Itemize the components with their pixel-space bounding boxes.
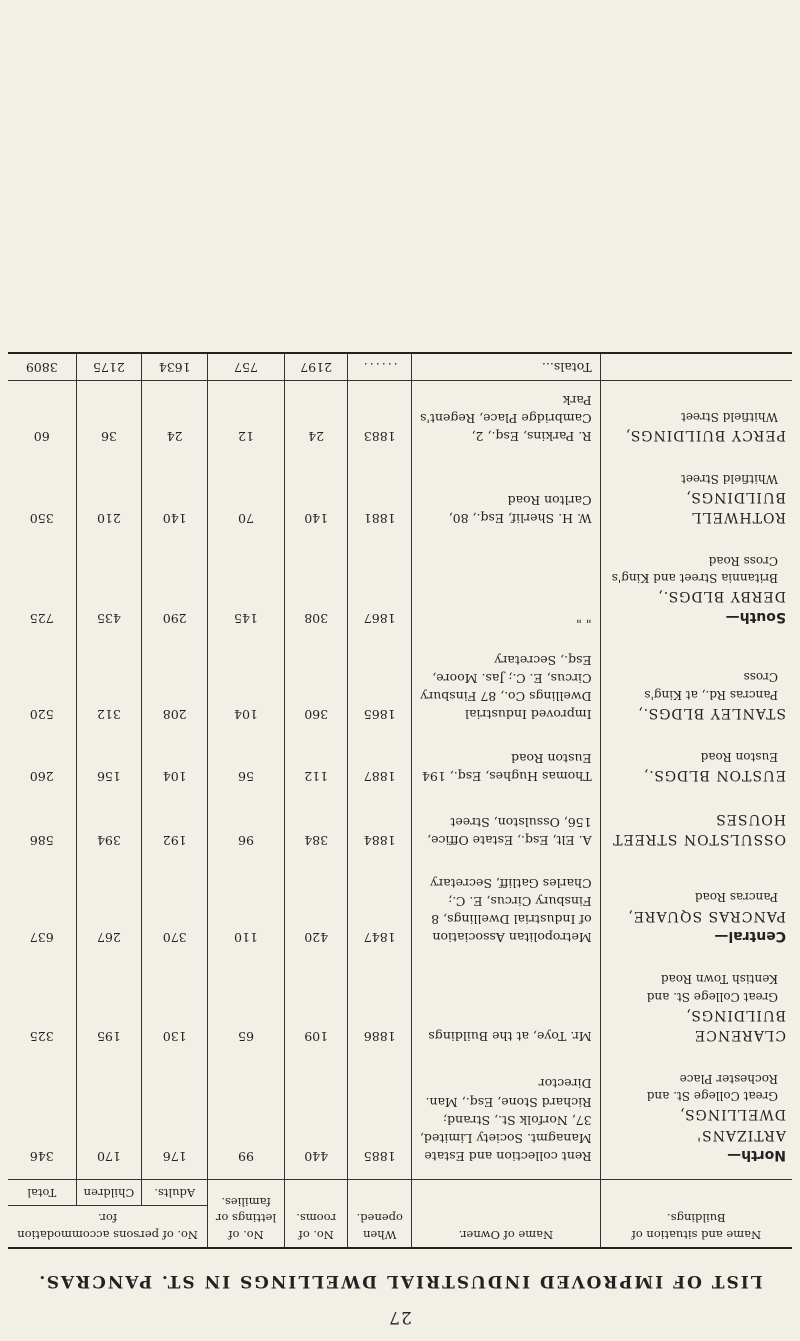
dwellings-table — [8, 352, 792, 1249]
building-cell — [600, 863, 792, 960]
building-situation: Great College St. and Kentish Town Road — [646, 972, 778, 1004]
opened-cell: 1887 — [348, 737, 412, 799]
totals-label: Totals... — [412, 353, 601, 381]
owner-cell: R. Parkins, Esq., 2, Cambridge Place, Regent's Park — [412, 380, 601, 459]
building-situation: Euston Road — [700, 749, 778, 764]
table-row — [8, 380, 792, 459]
adults-cell: 370 — [142, 863, 208, 960]
table-row — [8, 641, 792, 738]
children-cell: 394 — [76, 799, 142, 864]
children-cell: 36 — [76, 380, 142, 459]
building-cell — [600, 799, 792, 864]
rooms-cell: 308 — [284, 541, 348, 640]
table-row — [8, 459, 792, 541]
header-opened: When opened. — [348, 1179, 412, 1248]
lettings-cell: 145 — [208, 541, 285, 640]
total-cell: 637 — [29, 929, 54, 945]
opened-cell: 1847 — [348, 863, 412, 960]
building-name: STANLEY BLDGS., — [637, 705, 786, 722]
children-cell: 156 — [76, 737, 142, 799]
building-situation: Whitfield Street — [681, 471, 778, 486]
building-situation: Britannia Street and King's Cross Road — [611, 553, 778, 586]
opened-cell: 1865 — [348, 641, 412, 738]
total-cell: 350 — [29, 511, 54, 527]
adults-cell: 140 — [142, 459, 208, 541]
page-number: 27 — [388, 1307, 412, 1327]
table-row — [8, 960, 792, 1059]
building-cell — [600, 1059, 792, 1179]
total-cell: 60 — [33, 429, 50, 445]
owner-cell: Improved Industrial Dwellings Co., 87 Finsbury Circus, E. C.; Jas. Moore, Esq., Secretary — [412, 641, 601, 738]
table-row — [8, 541, 792, 640]
opened-cell: 1881 — [348, 459, 412, 541]
children-cell: 210 — [76, 459, 142, 541]
owner-cell: A. Elt, Esq., Estate Office, 156, Ossulston, Street — [412, 799, 601, 864]
adults-cell: 130 — [142, 960, 208, 1059]
totals-children: 2175 — [76, 353, 142, 381]
lettings-cell: 70 — [208, 459, 285, 541]
table-row — [8, 799, 792, 864]
header-rooms: No. of rooms. — [284, 1179, 348, 1248]
lettings-cell: 65 — [208, 960, 285, 1059]
section-heading: South— — [725, 608, 786, 625]
totals-row — [8, 353, 792, 381]
lettings-cell: 110 — [208, 863, 285, 960]
header-owner: Name of Owner. — [412, 1179, 601, 1248]
totals-rooms: 2197 — [284, 353, 348, 381]
lettings-cell: 104 — [208, 641, 285, 738]
building-name: EUSTON BLDGS., — [642, 766, 786, 783]
building-cell — [600, 459, 792, 541]
total-cell: 725 — [29, 610, 54, 626]
total-cell: 346 — [29, 1148, 54, 1164]
adults-cell: 192 — [142, 799, 208, 864]
totals-opened: ...... — [348, 353, 412, 381]
building-name: DERBY BLDGS., — [657, 588, 786, 605]
opened-cell: 1886 — [348, 960, 412, 1059]
header-building: Name and situation of Buildings. — [600, 1179, 792, 1248]
owner-cell: Thomas Hughes, Esq., 194 Euston Road — [412, 737, 601, 799]
building-situation: Pancras Rd., at King's Cross — [644, 670, 778, 702]
adults-cell: 208 — [142, 641, 208, 738]
adults-cell: 104 — [142, 737, 208, 799]
building-cell — [600, 380, 792, 459]
building-name: ARTIZANS' DWELLINGS, — [679, 1106, 786, 1143]
children-cell: 170 — [76, 1059, 142, 1179]
totals-blank-cell — [600, 353, 792, 381]
header-children: Children — [76, 1179, 142, 1205]
total-cell: 325 — [29, 1029, 54, 1045]
opened-cell: 1867 — [348, 541, 412, 640]
adults-cell: 290 — [142, 541, 208, 640]
page-title: LIST OF IMPROVED INDUSTRIAL DWELLINGS IN ST. PANCRAS. — [37, 1271, 763, 1291]
lettings-cell: 56 — [208, 737, 285, 799]
building-cell — [600, 737, 792, 799]
building-name: PANCRAS SQUARE, — [627, 907, 786, 924]
owner-cell: " " — [412, 541, 601, 640]
rooms-cell: 109 — [284, 960, 348, 1059]
lettings-cell: 96 — [208, 799, 285, 864]
adults-cell: 24 — [142, 380, 208, 459]
rooms-cell: 24 — [284, 380, 348, 459]
children-cell: 195 — [76, 960, 142, 1059]
rooms-cell: 420 — [284, 863, 348, 960]
owner-cell: Rent collection and Estate Managmt. Society Limited, 37, Norfolk St., Strand; Richard Stone, Esq., Man. Director — [412, 1059, 601, 1179]
total-cell: 520 — [29, 707, 54, 723]
rooms-cell: 112 — [284, 737, 348, 799]
header-accommodation: No. of persons accommodation for. — [8, 1205, 208, 1248]
header-total: Total — [8, 1179, 76, 1205]
building-name: CLARENCE BUILDINGS, — [685, 1007, 786, 1044]
owner-cell: Mr. Toye, at the Buildings — [412, 960, 601, 1059]
building-name: ROTHWELL BUILDINGS, — [685, 488, 786, 526]
total-cell: 260 — [29, 768, 54, 784]
totals-adults: 1634 — [142, 353, 208, 381]
children-cell: 267 — [76, 863, 142, 960]
building-situation: Pancras Road — [694, 890, 778, 905]
rooms-cell: 140 — [284, 459, 348, 541]
table-row — [8, 737, 792, 799]
lettings-cell: 99 — [208, 1059, 285, 1179]
lettings-cell: 12 — [208, 380, 285, 459]
children-cell: 435 — [76, 541, 142, 640]
children-cell: 312 — [76, 641, 142, 738]
building-situation: Great College St. and Rochester Place — [646, 1071, 778, 1104]
table-row — [8, 1059, 792, 1179]
opened-cell: 1885 — [348, 1059, 412, 1179]
section-heading: Central— — [714, 927, 786, 944]
owner-cell: W. H. Sherlif, Esq., 80, Carlton Road — [412, 459, 601, 541]
section-heading: North— — [727, 1146, 786, 1163]
rooms-cell: 360 — [284, 641, 348, 738]
adults-cell: 176 — [142, 1059, 208, 1179]
owner-cell: Metropolitan Association of Industrial Dwellings, 8 Finsbury Circus, E. C.; Charles Gatliff, Secretary — [412, 863, 601, 960]
building-cell — [600, 541, 792, 640]
building-situation: Whitfield Street — [681, 410, 778, 424]
rooms-cell: 440 — [284, 1059, 348, 1179]
building-cell — [600, 960, 792, 1059]
totals-lettings: 757 — [208, 353, 285, 381]
header-adults: Adults. — [142, 1179, 208, 1205]
totals-total: 3809 — [8, 353, 76, 381]
building-name: PERCY BUILDINGS, — [624, 427, 786, 444]
total-cell: 586 — [29, 833, 54, 849]
opened-cell: 1884 — [348, 799, 412, 864]
building-cell — [600, 641, 792, 738]
table-row — [8, 863, 792, 960]
rooms-cell: 384 — [284, 799, 348, 864]
building-name: OSSULSTON STREET HOUSES — [612, 811, 786, 848]
opened-cell: 1883 — [348, 380, 412, 459]
header-lettings: No. of lettings or families. — [208, 1179, 285, 1248]
